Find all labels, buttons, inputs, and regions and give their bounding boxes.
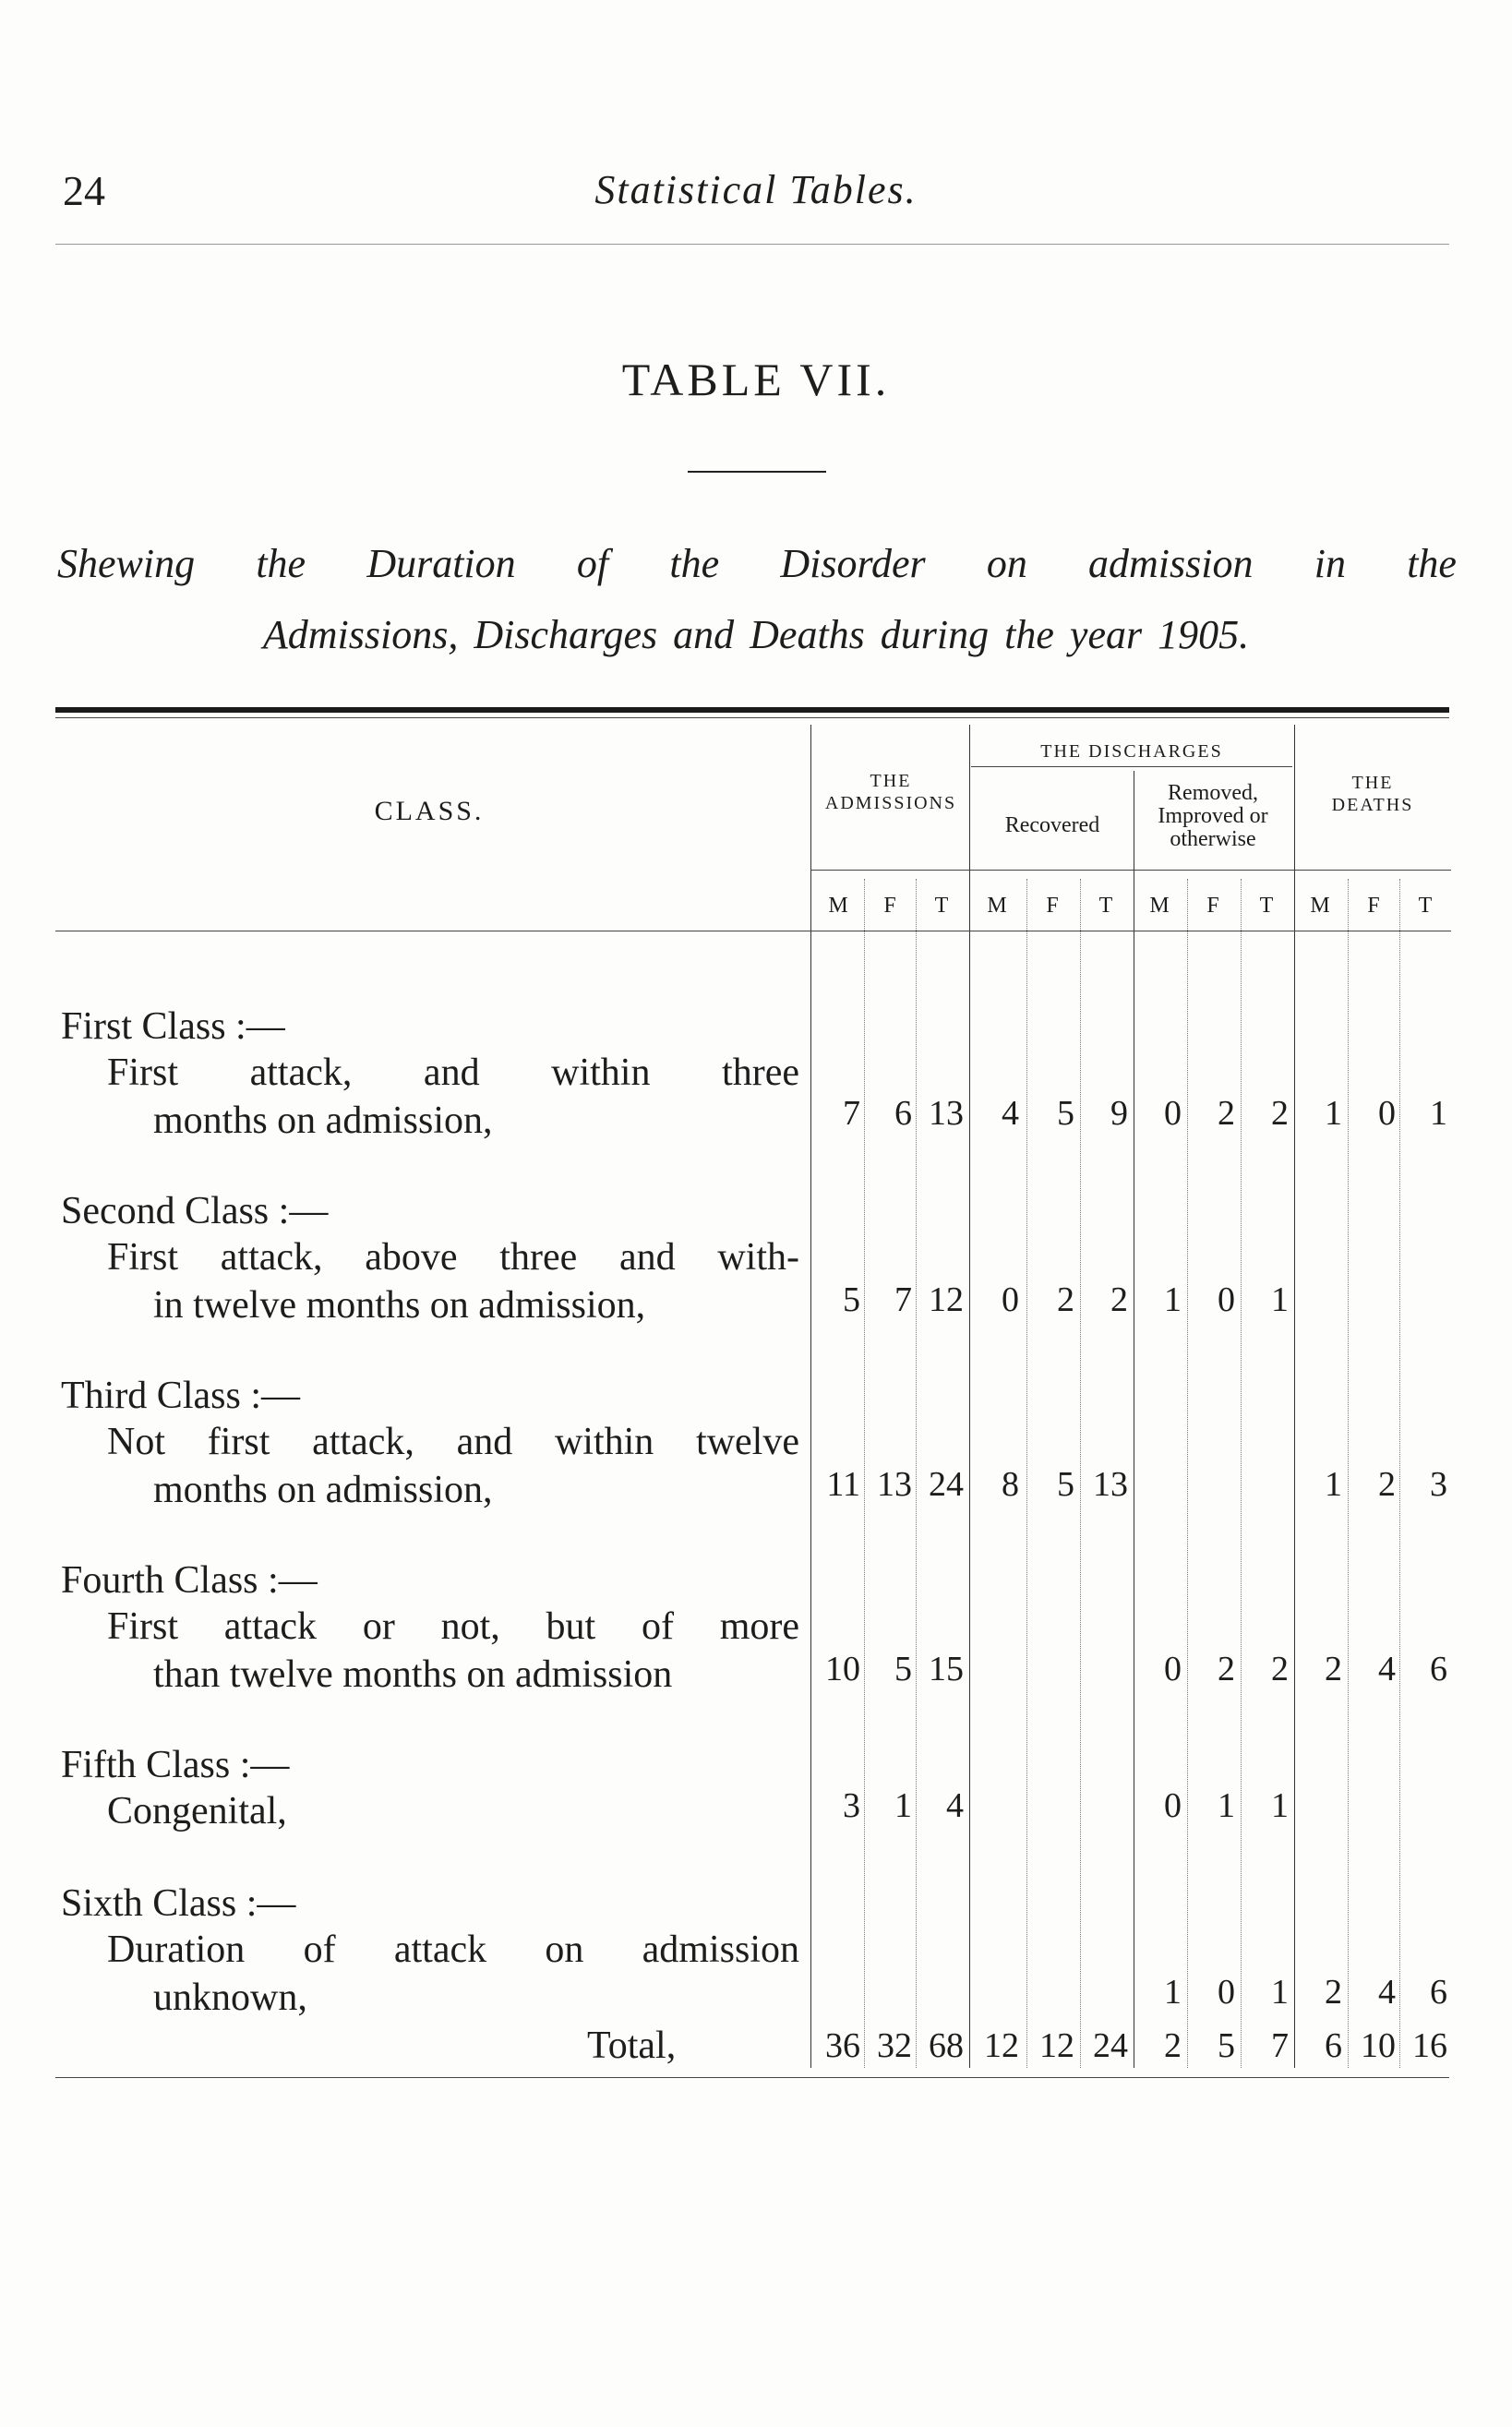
deaths-header-line-1: THE: [1351, 773, 1394, 793]
admissions-header: [812, 770, 969, 814]
table-cell: 4: [1378, 1973, 1396, 2012]
total-cell: 12: [984, 2026, 1019, 2065]
subtitle-word: on: [986, 541, 1027, 586]
class-description: First attack, above three and with-: [107, 1236, 799, 1279]
table-cell: 0: [1164, 1786, 1182, 1825]
table-cell: 6: [1430, 1650, 1447, 1688]
table-cell: 0: [1218, 1280, 1235, 1319]
mft-header: T: [1418, 894, 1433, 918]
table-cell: 6: [894, 1094, 912, 1133]
table-cell: 1: [1271, 1280, 1289, 1319]
table-cell: 2: [1325, 1650, 1342, 1688]
table-cell: 4: [1002, 1094, 1019, 1133]
mft-header: T: [934, 894, 949, 918]
class-title: Fifth Class :—: [61, 1744, 290, 1786]
table-cell: 2: [1271, 1650, 1289, 1688]
table-cell: 1: [1325, 1465, 1342, 1504]
subtitle-word: the: [256, 541, 306, 586]
table-bottom-rule: [55, 2077, 1449, 2078]
mft-header: F: [1206, 894, 1219, 918]
class-description: Duration of attack on admission: [107, 1928, 799, 1971]
mft-header: M: [828, 894, 848, 918]
class-description: Congenital,: [107, 1790, 287, 1832]
total-cell: 24: [1093, 2026, 1128, 2065]
table-cell: 0: [1378, 1094, 1396, 1133]
table-cell: 2: [1218, 1094, 1235, 1133]
subtitle-line-1: [57, 540, 1457, 587]
table-cell: 24: [929, 1465, 964, 1504]
table-title: TABLE VII.: [621, 354, 891, 405]
subtitle-line-2: Admissions, Discharges and Deaths during the year 1905.: [262, 612, 1250, 657]
header-rule: [55, 244, 1449, 245]
total-cell: 10: [1361, 2026, 1396, 2065]
class-description: unknown,: [153, 1976, 307, 2019]
table-cell: 1: [1325, 1094, 1342, 1133]
table-cell: 2: [1378, 1465, 1396, 1504]
table-cell: 13: [1093, 1465, 1128, 1504]
column-separator: [969, 725, 970, 2068]
mft-header: M: [1310, 894, 1330, 918]
deaths-header: [1294, 772, 1451, 816]
subtitle-word: in: [1314, 541, 1346, 586]
total-label: Total,: [587, 2025, 677, 2067]
table-cell: 1: [1164, 1973, 1182, 2012]
table-cell: 1: [1271, 1786, 1289, 1825]
class-description: months on admission,: [153, 1469, 493, 1511]
removed-header-line-3: otherwise: [1170, 827, 1256, 851]
class-title: Fourth Class :—: [61, 1559, 318, 1602]
table-cell: 8: [1002, 1465, 1019, 1504]
subtitle-word: the: [1407, 541, 1457, 586]
title-rule: [688, 471, 826, 473]
class-description: Not first attack, and within twelve: [107, 1421, 799, 1463]
table-cell: 1: [1271, 1973, 1289, 2012]
total-cell: 68: [929, 2026, 964, 2065]
column-separator-minor: [1241, 879, 1242, 2068]
class-title: Sixth Class :—: [61, 1882, 296, 1925]
table-cell: 11: [826, 1465, 860, 1504]
table-cell: 6: [1430, 1973, 1447, 2012]
table-cell: 9: [1110, 1094, 1128, 1133]
subtitle-word: Disorder: [780, 541, 926, 586]
admissions-header-line-2: ADMISSIONS: [824, 793, 957, 813]
table-cell: 7: [843, 1094, 860, 1133]
removed-header-line-1: Removed,: [1168, 781, 1258, 805]
recovered-header: Recovered: [1004, 813, 1100, 837]
discharges-header: THE DISCHARGES: [1040, 741, 1223, 762]
table-cell: 0: [1164, 1094, 1182, 1133]
column-separator: [810, 725, 811, 2068]
column-separator-minor: [1187, 879, 1188, 2068]
subtitle-word: admission: [1088, 541, 1254, 586]
class-column-header: CLASS.: [374, 796, 485, 826]
removed-header-line-2: Improved or: [1158, 804, 1268, 828]
table-cell: 1: [1164, 1280, 1182, 1319]
total-cell: 7: [1271, 2026, 1289, 2065]
subtitle-word: Duration: [366, 541, 516, 586]
table-cell: 1: [1430, 1094, 1447, 1133]
table-cell: 4: [1378, 1650, 1396, 1688]
total-cell: 2: [1164, 2026, 1182, 2065]
table-cell: 0: [1002, 1280, 1019, 1319]
admissions-header-line-1: THE: [870, 771, 912, 791]
table-cell: 3: [843, 1786, 860, 1825]
page-number: 24: [63, 167, 105, 214]
table-cell: 2: [1271, 1094, 1289, 1133]
table-cell: 5: [894, 1650, 912, 1688]
table-top-rule: [55, 707, 1449, 713]
removed-header: [1134, 782, 1292, 851]
class-description: months on admission,: [153, 1099, 493, 1142]
table-cell: 0: [1218, 1973, 1235, 2012]
table-top-rule-thin: [55, 717, 1449, 718]
total-cell: 6: [1325, 2026, 1342, 2065]
table-cell: 5: [1057, 1465, 1074, 1504]
table-cell: 5: [1057, 1094, 1074, 1133]
column-separator: [1294, 725, 1295, 2068]
discharges-rule: [971, 766, 1292, 767]
table-cell: 2: [1218, 1650, 1235, 1688]
table-cell: 15: [929, 1650, 964, 1688]
table-cell: 5: [843, 1280, 860, 1319]
subtitle-word: of: [576, 541, 609, 586]
mft-header: T: [1098, 894, 1113, 918]
mft-header: F: [1046, 894, 1059, 918]
total-cell: 16: [1412, 2026, 1447, 2065]
subtitle-word: Shewing: [57, 541, 196, 586]
total-cell: 32: [877, 2026, 912, 2065]
table-cell: 2: [1110, 1280, 1128, 1319]
class-title: Third Class :—: [61, 1375, 300, 1417]
table-cell: 1: [894, 1786, 912, 1825]
table-cell: 13: [929, 1094, 964, 1133]
mft-header: M: [987, 894, 1007, 918]
total-cell: 5: [1218, 2026, 1235, 2065]
table-cell: 1: [1218, 1786, 1235, 1825]
table-cell: 4: [946, 1786, 964, 1825]
class-title: First Class :—: [61, 1005, 285, 1048]
class-description: in twelve months on admission,: [153, 1284, 646, 1327]
table-cell: 2: [1057, 1280, 1074, 1319]
class-description: First attack or not, but of more: [107, 1605, 799, 1648]
subheader-rule: [810, 870, 1451, 871]
mft-header: M: [1149, 894, 1170, 918]
class-description: than twelve months on admission: [153, 1653, 673, 1696]
deaths-header-line-2: DEATHS: [1331, 795, 1414, 815]
total-cell: 36: [825, 2026, 860, 2065]
table-cell: 12: [929, 1280, 964, 1319]
table-cell: 7: [894, 1280, 912, 1319]
mft-header: F: [883, 894, 896, 918]
table-cell: 2: [1325, 1973, 1342, 2012]
subtitle-word: the: [669, 541, 720, 586]
table-cell: 10: [825, 1650, 860, 1688]
total-cell: 12: [1039, 2026, 1074, 2065]
table-cell: 13: [877, 1465, 912, 1504]
mft-header: T: [1259, 894, 1274, 918]
class-title: Second Class :—: [61, 1190, 329, 1232]
table-cell: 0: [1164, 1650, 1182, 1688]
mft-header: F: [1367, 894, 1380, 918]
table-cell: 3: [1430, 1465, 1447, 1504]
running-head: Statistical Tables.: [594, 167, 918, 212]
class-description: First attack, and within three: [107, 1051, 799, 1094]
